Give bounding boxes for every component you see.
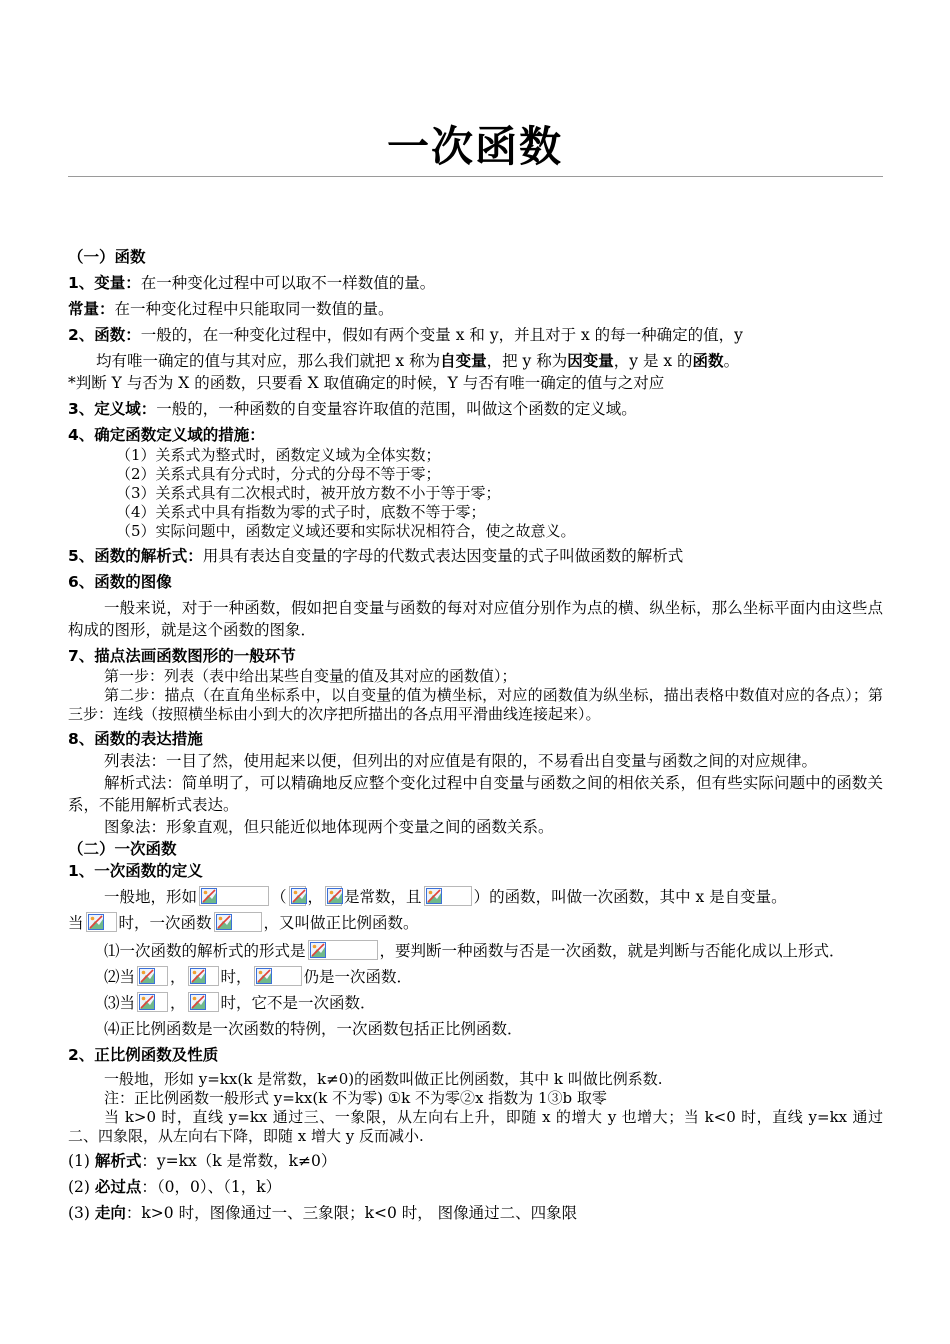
- page-title: 一次函数: [386, 122, 563, 171]
- paragraph-proportional-def: 当 时，一次函数 ，又叫做正比例函数。: [68, 914, 419, 932]
- paragraph-proportional-1: 一般地，形如 y=kx(k 是常数，k≠0)的函数叫做正比例函数，其中 k 叫做比例系数.: [104, 1070, 663, 1088]
- heading-representation: 8、函数的表达措施: [68, 730, 203, 748]
- broken-image-icon: [188, 992, 219, 1012]
- document-body: [68, 246, 883, 1224]
- property-formula: (1) 解析式：y=kx（k 是常数，k≠0）: [68, 1152, 337, 1170]
- paragraph-graph-def: 一般来说，对于一种函数，假如把自变量与函数的每对对应值分别作为点的横、纵坐标，那么坐标平面内由这些点构成的图形，就是这个函数的图象．: [68, 599, 883, 639]
- broken-image-icon: [308, 940, 378, 960]
- paragraph-note-4: ⑷正比例函数是一次函数的特例，一次函数包括正比例函数．: [104, 1020, 523, 1038]
- title-divider: [68, 176, 883, 177]
- paragraph-function-def-cont: 均有唯一确定的值与其对应，那么我们就把 x 称为自变量，把 y 称为因变量，y 是 x 的函数。: [96, 352, 740, 370]
- property-direction: (3) 走向：k>0 时，图像通过一、三象限；k<0 时， 图像通过二、四象限: [68, 1204, 578, 1222]
- paragraph-analytic: 5、函数的解析式：用具有表达自变量的字母的代数式表达因变量的式子叫做函数的解析式: [68, 547, 684, 565]
- list-item: （2）关系式具有分式时，分式的分母不等于零；: [116, 465, 441, 483]
- list-item: （5）实际问题中，函数定义域还要和实际状况相符合，使之故意义。: [116, 522, 576, 540]
- heading-linear-def: 1、一次函数的定义: [68, 862, 203, 880]
- broken-image-icon: [214, 912, 262, 932]
- property-fixed-points: (2) 必过点：（0，0）、（1，k）: [68, 1178, 282, 1196]
- paragraph-linear-def: 一般地，形如 （ ， 是常数，且 ）的函数，叫做一次函数，其中 x 是自变量。: [104, 888, 787, 906]
- heading-function-graph: 6、函数的图像: [68, 573, 172, 591]
- section-heading-functions: （一）函数: [68, 248, 146, 266]
- broken-image-icon: [289, 886, 306, 906]
- broken-image-icon: [188, 966, 219, 986]
- paragraph-proportional-2: 注：正比例函数一般形式 y=kx(k 不为零) ①k 不为零②x 指数为 1③b 取零: [104, 1089, 607, 1107]
- paragraph-note-2: ⑵当 ， 时， 仍是一次函数．: [104, 968, 413, 986]
- paragraph-constant: 常量：在一种变化过程中只能取同一数值的量。: [68, 300, 394, 318]
- broken-image-icon: [254, 966, 302, 986]
- broken-image-icon: [199, 886, 269, 906]
- paragraph-function-def: 2、函数：一般的，在一种变化过程中，假如有两个变量 x 和 y，并且对于 x 的每一种确定的值，y: [68, 326, 743, 344]
- paragraph-note-3: ⑶当 ， 时，它不是一次函数．: [104, 994, 376, 1012]
- list-item: （1）关系式为整式时，函数定义域为全体实数；: [116, 446, 441, 464]
- broken-image-icon: [137, 992, 168, 1012]
- broken-image-icon: [86, 912, 117, 932]
- broken-image-icon: [137, 966, 168, 986]
- paragraph-step2: 第二步：描点（在直角坐标系中，以自变量的值为横坐标，对应的函数值为纵坐标，描出表格中数值对应的各点）；第三步：连线（按照横坐标由小到大的次序把所描出的各点用平滑曲线连接起来）。: [68, 686, 883, 723]
- list-item: （4）关系式中具有指数为零的式子时，底数不等于零；: [116, 503, 486, 521]
- heading-plotting-steps: 7、描点法画函数图形的一般环节: [68, 647, 296, 665]
- paragraph-note-1: ⑴一次函数的解析式的形式是 ，要判断一种函数与否是一次函数，就是判断与否能化成以上形式．: [104, 942, 845, 960]
- paragraph-variable: 1、变量：在一种变化过程中可以取不一样数值的量。: [68, 274, 436, 292]
- paragraph-proportional-3: 当 k>0 时，直线 y=kx 通过三、一象限，从左向右上升，即随 x 的增大 y 也增大；当 k<0 时，直线 y=kx 通过二、四象限，从左向右下降，即随 x 增大 y 反而减小.: [68, 1108, 883, 1145]
- broken-image-icon: [325, 886, 342, 906]
- paragraph-formula-method: 解析式法：简单明了，可以精确地反应整个变化过程中自变量与函数之间的相依关系，但有些实际问题中的函数关系，不能用解析式表达。: [68, 774, 883, 814]
- heading-domain-methods: 4、确定函数定义域的措施：: [68, 426, 265, 444]
- heading-proportional: 2、正比例函数及性质: [68, 1046, 219, 1064]
- paragraph-step1: 第一步：列表（表中给出某些自变量的值及其对应的函数值）；: [104, 667, 517, 685]
- section-heading-linear: （二）一次函数: [68, 840, 177, 858]
- broken-image-icon: [424, 886, 472, 906]
- list-item: （3）关系式具有二次根式时，被开放方数不小于等于零；: [116, 484, 501, 502]
- paragraph-table-method: 列表法：一目了然，使用起来以便，但列出的对应值是有限的，不易看出自变量与函数之间的对应规律。: [104, 752, 818, 770]
- paragraph-graph-method: 图象法：形象直观，但只能近似地体现两个变量之间的函数关系。: [104, 818, 554, 836]
- paragraph-domain: 3、定义域：一般的，一种函数的自变量容许取值的范围，叫做这个函数的定义域。: [68, 400, 637, 418]
- paragraph-judge-note: *判断 Y 与否为 X 的函数，只要看 X 取值确定的时候，Y 与否有唯一确定的值与之对应: [68, 374, 665, 392]
